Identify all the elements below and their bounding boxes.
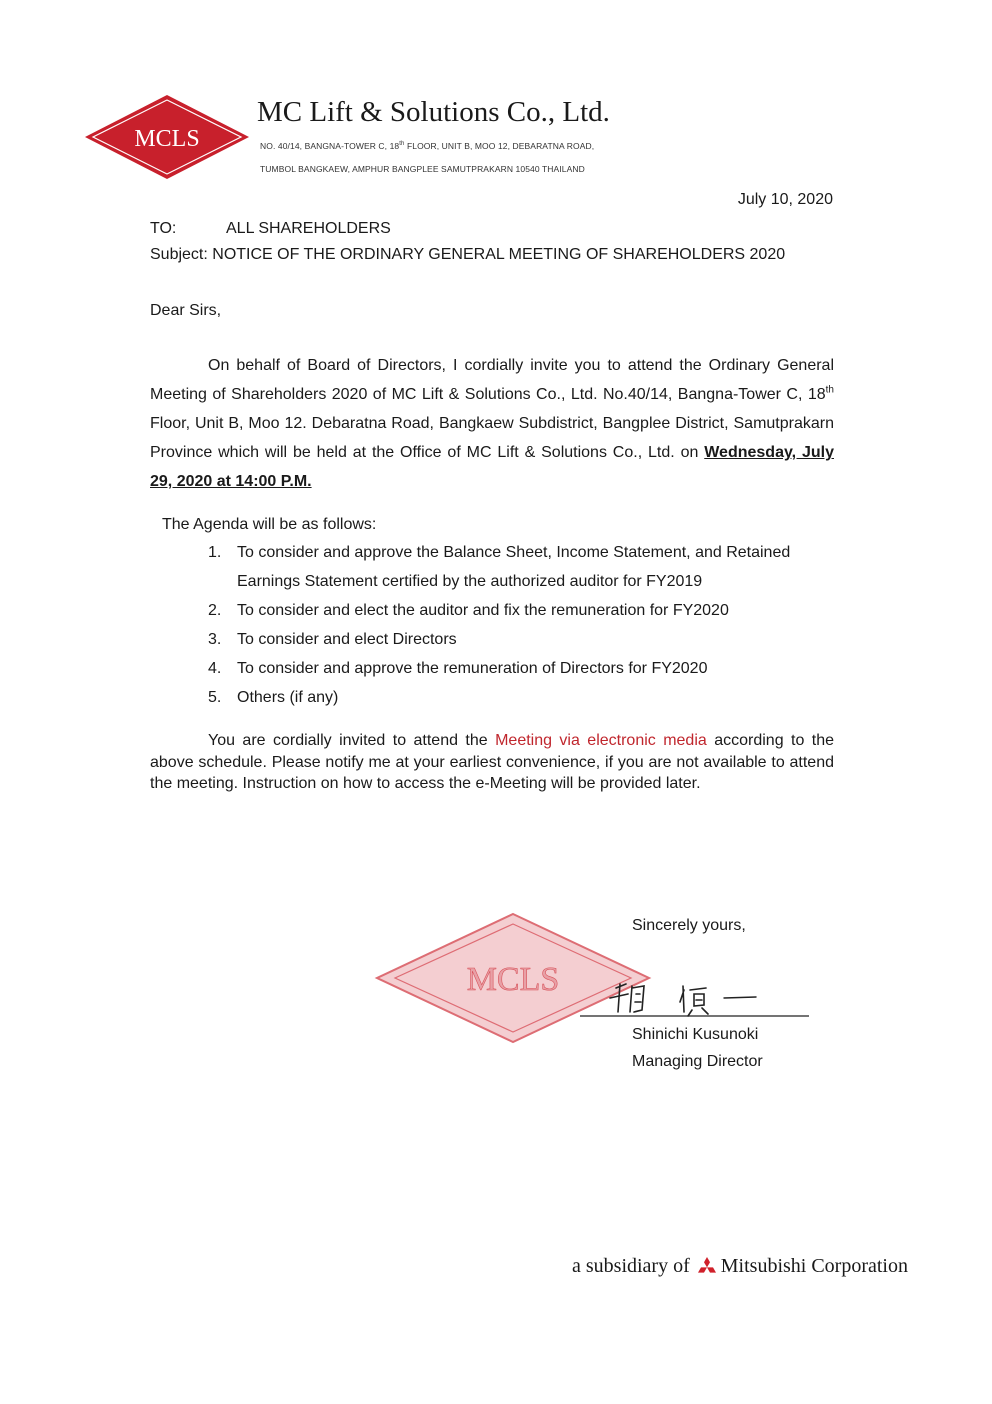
to-value: ALL SHAREHOLDERS	[226, 220, 391, 237]
agenda-item: 5. Others (if any)	[208, 689, 339, 706]
agenda-item: 2. To consider and elect the auditor and fix the remuneration for FY2020	[208, 602, 729, 619]
e-meeting-paragraph: You are cordially invited to attend the Meeting via electronic media according to the above schedule. Please notify me at your earliest convenience, if you are not available to attend the meeting. Instruction on how to access the e-Meeting will be provided later.	[150, 732, 835, 792]
company-address-line1: NO. 40/14, BANGNA-TOWER C, 18th FLOOR, UNIT B, MOO 12, DEBARATNA ROAD,	[260, 141, 595, 151]
logo-text: MCLS	[134, 126, 200, 152]
invitation-paragraph: On behalf of Board of Directors, I cordially invite you to attend the Ordinary General Meeting of Shareholders 2020 of MC Lift & Solutions Co., Ltd. No.40/14, Bangna-Tower C, 18th Floor, Unit B, Moo 12. Debaratna Road, Bangkaew Subdistrict, Bangplee District, Samutprakarn Province which will be held at the Office of MC Lift & Solutions Co., Ltd. on Wednesday, July 29, 2020 at 14:00 P.M.	[150, 357, 834, 490]
footer-prefix: a subsidiary of	[572, 1255, 690, 1277]
to-label: TO:	[150, 220, 177, 237]
e-meeting-highlight: Meeting via electronic media	[495, 732, 707, 749]
agenda-item: 3. To consider and elect Directors	[208, 631, 457, 648]
signatory-title: Managing Director	[632, 1053, 763, 1070]
signatory-name: Shinichi Kusunoki	[632, 1026, 759, 1043]
subject-line: Subject: NOTICE OF THE ORDINARY GENERAL MEETING OF SHAREHOLDERS 2020	[150, 246, 786, 263]
mitsubishi-logo-icon	[696, 1257, 718, 1277]
company-address-line2: TUMBOL BANGKAEW, AMPHUR BANGPLEE SAMUTPRAKARN 10540 THAILAND	[260, 164, 585, 174]
meeting-date: Wednesday, July 29, 2020 at 14:00 P.M.	[150, 444, 834, 490]
svg-text:MCLS: MCLS	[466, 961, 560, 998]
closing: Sincerely yours,	[632, 917, 746, 934]
agenda-item: 4. To consider and approve the remuneration of Directors for FY2020	[208, 660, 708, 677]
footer-subsidiary	[572, 1255, 908, 1278]
letter-date: July 10, 2020	[737, 191, 833, 208]
footer-corporation: Mitsubishi Corporation	[720, 1255, 908, 1277]
agenda-intro: The Agenda will be as follows:	[162, 516, 377, 533]
mcls-logo	[84, 94, 250, 180]
salutation: Dear Sirs,	[150, 302, 222, 319]
handwritten-signature	[580, 972, 812, 1024]
agenda-item: 1. To consider and approve the Balance Sheet, Income Statement, and Retained Earnings Statement certified by the authorized auditor for FY2019	[208, 544, 791, 590]
company-name: MC Lift & Solutions Co., Ltd.	[257, 96, 610, 128]
agenda-list	[208, 538, 838, 712]
